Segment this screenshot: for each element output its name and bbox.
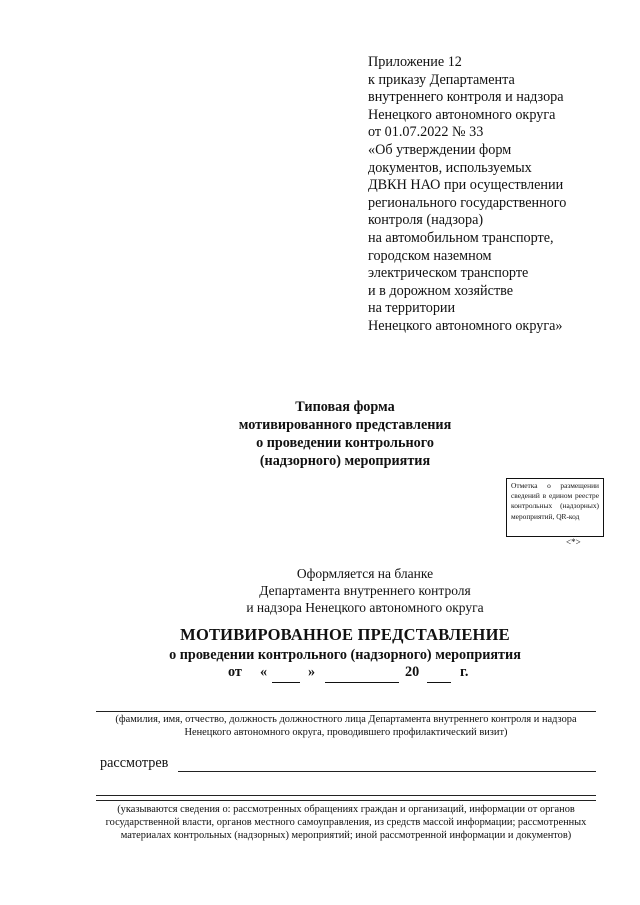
document-subtitle: о проведении контрольного (надзорного) мероприятия [169,647,521,663]
registry-mark-text: Отметка о размещении сведений в едином реестре контрольных (надзорных) мероприятий, QR-код [511,481,599,521]
appendix-line: на территории [368,300,456,317]
appendix-line: внутреннего контроля и надзора [368,89,564,106]
form-title-line: о проведении контрольного [256,435,434,451]
reviewed-label: рассмотрев [100,755,169,771]
form-title-line: Типовая форма [295,399,395,415]
reviewed-field-line-2[interactable] [96,795,596,796]
appendix-line: ДВКН НАО при осуществлении [368,177,564,194]
reviewed-field-line-1[interactable] [178,771,596,772]
appendix-line: Ненецкого автономного округа [368,106,556,123]
letterhead-note-line: Департамента внутреннего контроля [259,583,471,598]
day-field[interactable] [272,682,300,683]
appendix-line: от 01.07.2022 № 33 [368,124,484,141]
date-century: 20 [405,664,420,680]
form-title-line: мотивированного представления [238,417,452,433]
appendix-line: документов, используемых [368,159,532,176]
official-caption-line: (фамилия, имя, отчество, должность должностного лица Департамента внутреннего контроля и надзора [115,714,577,725]
official-name-field[interactable] [96,711,596,712]
form-title-line: (надзорного) мероприятия [259,453,431,469]
appendix-line: к приказу Департамента [368,71,515,88]
date-close-quote: » [308,664,316,680]
document-title: МОТИВИРОВАННОЕ ПРЕДСТАВЛЕНИЕ [180,625,510,644]
reviewed-caption-line: материалах контрольных (надзорных) мероприятий; иной рассмотренной информации и документов) [120,830,572,841]
letterhead-note-line: и надзора Ненецкого автономного округа [246,600,484,615]
registry-mark-box [506,478,604,537]
reviewed-caption-line: (указываются сведения о: рассмотренных обращениях граждан и организаций, информации от органов [117,804,575,815]
letterhead-note-line: Оформляется на бланке [296,566,434,581]
reviewed-caption-line: государственной власти, органов местного самоуправления, из средств массой информации; рассмотренных [105,817,587,828]
official-caption-line: Ненецкого автономного округа, проводившего профилактический визит) [184,727,508,738]
year-field[interactable] [427,682,451,683]
footnote-marker: <*> [566,537,581,547]
date-open-quote: « [260,664,268,680]
month-field[interactable] [325,682,399,683]
appendix-line: Ненецкого автономного округа» [368,317,563,334]
reviewed-caption [96,803,596,842]
official-caption [96,713,596,739]
appendix-header [368,54,628,336]
appendix-line: на автомобильном транспорте, [368,229,554,246]
letterhead-note [190,565,540,616]
appendix-line: Приложение 12 [368,54,462,70]
date-year-suffix: г. [460,664,469,680]
appendix-line: контроля (надзора) [368,212,484,229]
appendix-line: регионального государственного [368,194,567,211]
form-title [150,398,540,470]
appendix-line: и в дорожном хозяйстве [368,282,514,299]
reviewed-field-line-3[interactable] [96,800,596,801]
appendix-line: «Об утверждении форм [368,141,512,158]
appendix-line: городском наземном [368,247,492,264]
appendix-line: электрическом транспорте [368,265,529,282]
date-from-label: от [228,664,242,680]
